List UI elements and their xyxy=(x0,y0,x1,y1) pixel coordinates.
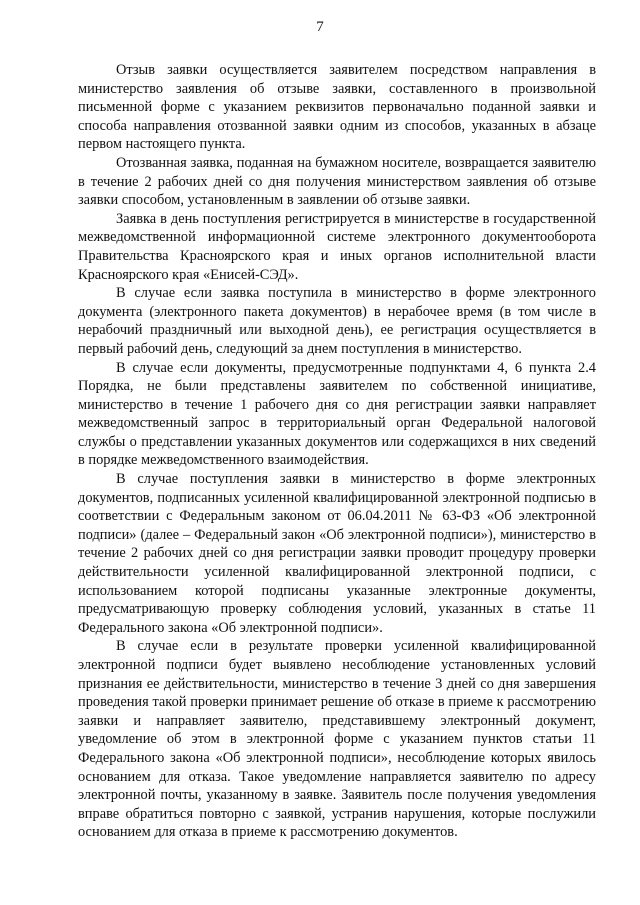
paragraph: В случае если в результате проверки усиленной квалифицированной электронной подписи будет выявлено несоблюдение установленных условий признания ее действительности, министерство в течение 3 дней со дня завершения проведения такой проверки принимает решение об отказе в приеме к рассмотрению заявки и направляет заявителю, представившему электронный документ, уведомление об этом в электронной форме с указанием пунктов статьи 11 Федерального закона «Об электронной подписи», несоблюдение которых явилось основанием для отказа. Такое уведомление направляется заявителю по адресу электронной почты, указанному в заявке. Заявитель после получения уведомления вправе обратиться повторно с заявкой, устранив нарушения, которые послужили основанием для отказа в приеме к рассмотрению документов. xyxy=(78,638,596,841)
body-text xyxy=(78,61,596,842)
paragraph: Отозванная заявка, поданная на бумажном носителе, возвращается заявителю в течение 2 рабочих дней со дня получения министерством заявления об отзыве заявки способом, установленным в заявлении об отзыве заявки. xyxy=(78,154,596,209)
paragraph: В случае если документы, предусмотренные подпунктами 4, 6 пункта 2.4 Порядка, не были представлены заявителем по собственной инициативе, министерство в течение 1 рабочего дня со дня регистрации заявки направляет межведомственный запрос в территориальный орган Федеральной налоговой службы о представлении указанных документов или содержащихся в них сведений в порядке межведомственного взаимодействия. xyxy=(78,359,596,469)
paragraph: Отзыв заявки осуществляется заявителем посредством направления в министерство заявления об отзыве заявки, составленного в произвольной письменной форме с указанием реквизитов первоначально поданной заявки и способа направления отозванной заявки одним из способов, указанных в абзаце первом настоящего пункта. xyxy=(78,62,596,153)
paragraph: Заявка в день поступления регистрируется в министерстве в государственной межведомственной информационной системе электронного документооборота Правительства Красноярского края и иных органов исполнительной власти Красноярского края «Енисей-СЭД». xyxy=(78,210,596,283)
paragraph: В случае если заявка поступила в министерство в форме электронного документа (электронного пакета документов) в нерабочее время (в том числе в нерабочий праздничный или выходной день), ее регистрация осуществляется в первый рабочий день, следующий за днем поступления в министерство. xyxy=(78,285,596,357)
paragraph: В случае поступления заявки в министерство в форме электронных документов, подписанных усиленной квалифицированной электронной подписью в соответствии с Федеральным законом от 06.04.2011 № 63-ФЗ «Об электронной подписи» (далее – Федеральный закон «Об электронной подписи»), министерство в течение 2 рабочих дней со дня регистрации заявки проводит процедуру проверки действительности усиленной квалифицированной электронной подписи, с использованием которой подписаны указанные электронные документы, предусматривающую проверку соблюдения условий, указанных в статье 11 Федерального закона «Об электронной подписи». xyxy=(78,471,596,636)
page-number: 7 xyxy=(316,19,324,35)
